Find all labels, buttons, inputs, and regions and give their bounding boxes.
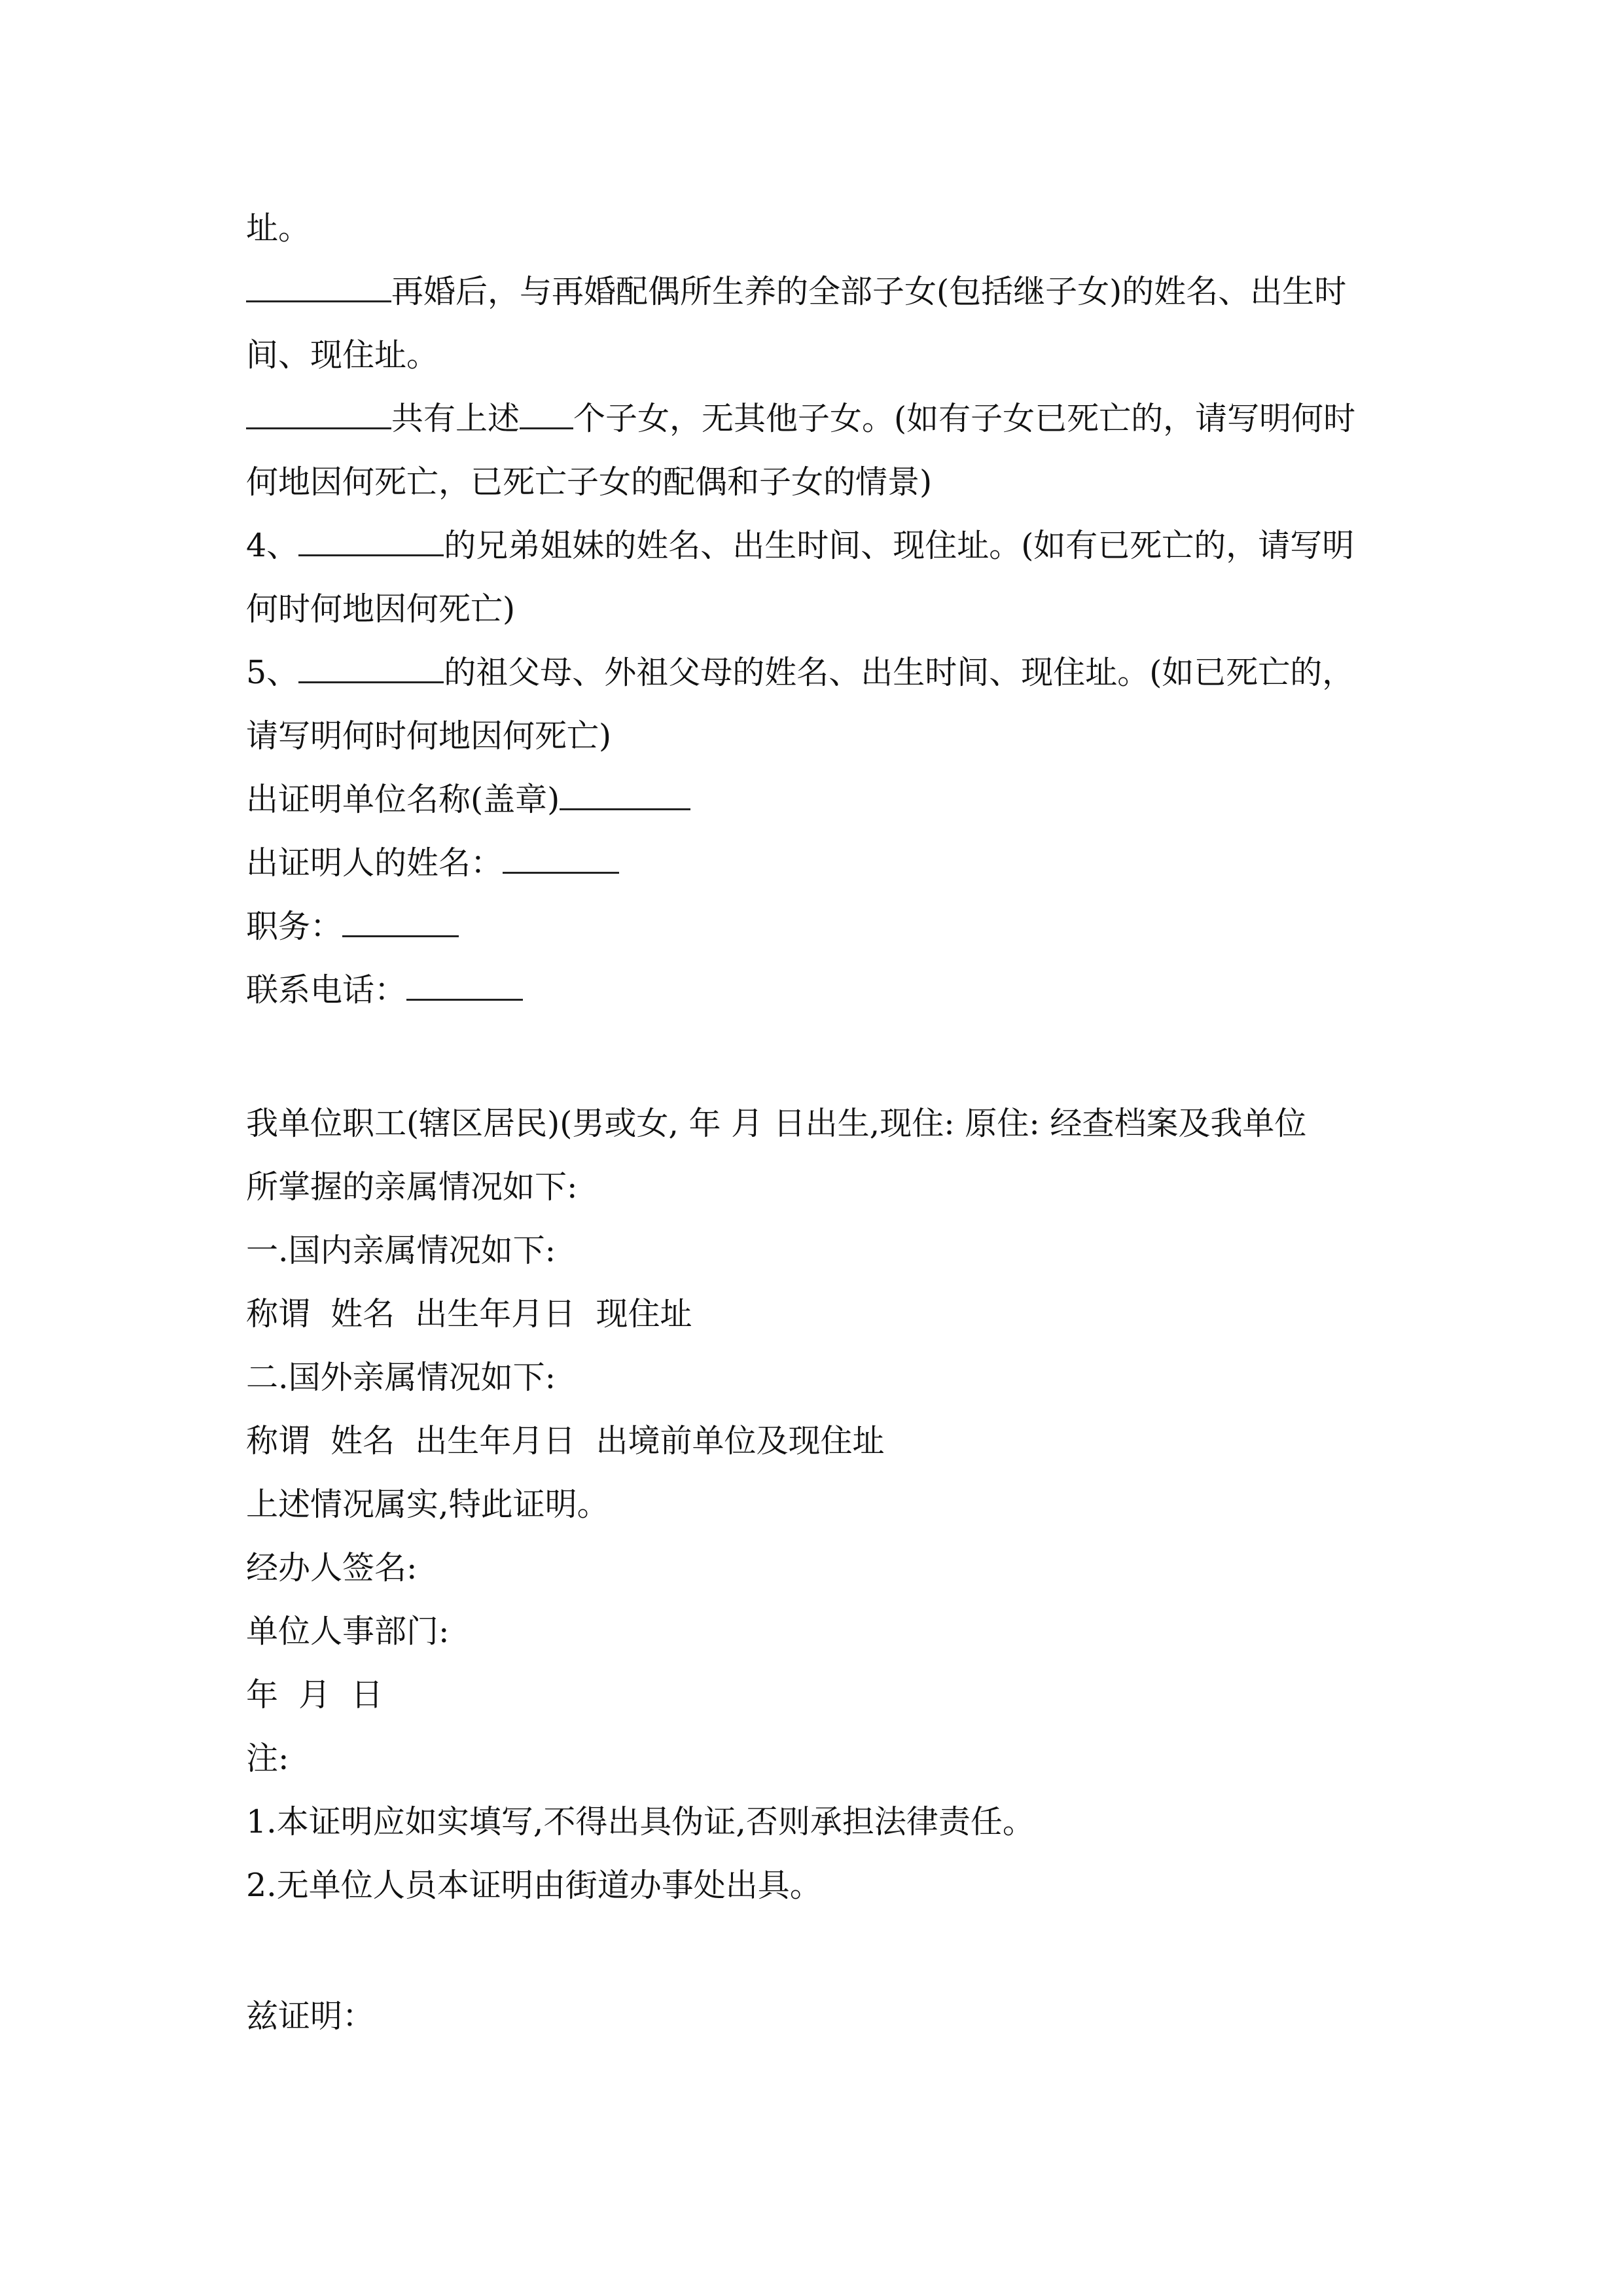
fill-blank: [298, 651, 444, 683]
text-line: [246, 704, 611, 768]
text-line: [246, 196, 310, 260]
line-text: 联系电话：: [246, 971, 407, 1009]
text-line: [246, 577, 515, 641]
line-text: 一.国内亲属情况如下:: [246, 1232, 556, 1269]
line-text: 职务：: [246, 908, 343, 945]
text-line: [246, 323, 438, 387]
text-line: [246, 958, 523, 1022]
line-text: 何地因何死亡，已死亡子女的配偶和子女的情景): [246, 463, 933, 501]
text-line: [246, 641, 1354, 704]
line-text: 年 月 日: [246, 1676, 383, 1713]
text-line: [246, 450, 932, 514]
text-line: [246, 1219, 556, 1282]
line-text: 5、: [246, 654, 299, 691]
line-text: 间、现住址。: [246, 336, 439, 374]
line-text: 经办人签名:: [246, 1549, 418, 1587]
fill-blank: [246, 397, 391, 429]
line-text: 称谓 姓名 出生年月日 现住址: [246, 1295, 692, 1333]
fill-blank: [298, 524, 444, 556]
line-text: 请写明何时何地因何死亡): [246, 717, 612, 755]
line-text: 注:: [246, 1740, 289, 1777]
line-text: 我单位职工(辖区居民)(男或女, 年 月 日出生,现住: 原住: 经查档案及我单位: [246, 1105, 1307, 1142]
line-text: 4、: [246, 527, 299, 564]
line-text: 所掌握的亲属情况如下:: [246, 1168, 578, 1206]
text-line: [246, 1854, 822, 1917]
line-text: 共有上述: [391, 400, 520, 437]
line-text: 1.本证明应如实填写,不得出具伪证,否则承担法律责任。: [246, 1803, 1035, 1840]
line-text: 兹证明：: [246, 1998, 375, 2035]
text-line: [246, 831, 619, 895]
line-text: 单位人事部门:: [246, 1613, 450, 1650]
line-text: 何时何地因何死亡): [246, 590, 516, 628]
line-text: 上述情况属实,特此证明。: [246, 1486, 609, 1523]
text-line: [246, 1790, 1035, 1854]
text-line: [246, 260, 1346, 323]
text-line: [246, 387, 1355, 450]
text-line: [246, 514, 1354, 577]
line-text: 个子女，无其他子女。(如有子女已死亡的，请写明何时: [573, 400, 1356, 437]
text-line: [246, 1536, 418, 1600]
fill-blank: [503, 842, 619, 874]
text-line: [246, 1409, 884, 1473]
text-line: [246, 768, 690, 831]
text-line: [246, 1155, 578, 1219]
fill-blank: [342, 905, 459, 937]
text-line: [246, 1600, 450, 1663]
line-text: 出证明单位名称(盖章): [246, 781, 560, 818]
fill-blank: [520, 397, 573, 429]
text-line: [246, 1473, 609, 1536]
text-line: [246, 1663, 383, 1727]
line-text: 再婚后，与再婚配偶所生养的全部子女(包括继子女)的姓名、出生时: [391, 273, 1347, 310]
text-line: [246, 1346, 556, 1409]
line-text: 称谓 姓名 出生年月日 出境前单位及现住址: [246, 1422, 885, 1460]
text-line: [246, 1727, 289, 1790]
fill-blank: [560, 778, 690, 810]
line-text: 2.无单位人员本证明由街道办事处出具。: [246, 1867, 822, 1904]
fill-blank: [246, 270, 391, 302]
line-text: 二.国外亲属情况如下:: [246, 1359, 556, 1396]
line-text: 的兄弟姐妹的姓名、出生时间、现住址。(如有已死亡的，请写明: [444, 527, 1355, 564]
line-text: 址。: [246, 209, 311, 247]
text-line: [246, 1092, 1306, 1155]
text-line: [246, 1282, 692, 1346]
line-text: 的祖父母、外祖父母的姓名、出生时间、现住址。(如已死亡的，: [444, 654, 1355, 691]
text-line: [246, 895, 459, 958]
line-text: 出证明人的姓名：: [246, 844, 503, 882]
text-line: [246, 1984, 374, 2048]
fill-blank: [406, 969, 523, 1001]
